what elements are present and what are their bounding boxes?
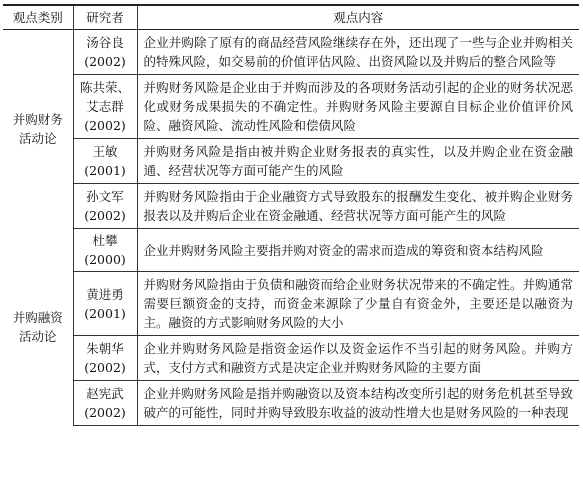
researcher-cell: [73, 272, 137, 336]
view-content-cell: 并购财务风险是企业由于并购而涉及的各项财务活动引起的企业的财务状况恶化或财务成果损失的不确定性。并购财务风险主要源自目标企业价值评价风险、融资风险、流动性风险和偿债风险: [137, 75, 579, 139]
view-content-cell: 并购财务风险指由于负债和融资而给企业财务状况带来的不确定性。并购通常需要巨额资金的支持，而资金来源除了少量自有资金外，主要还是以融资为主。融资的方式影响财务风险的大小: [137, 272, 579, 336]
viewpoint-table: [3, 4, 579, 426]
table-header-row: [3, 5, 579, 30]
researcher-name: 王敏: [92, 144, 118, 159]
researcher-name: 艾志群: [86, 99, 124, 114]
category-label-line: 活动论: [18, 131, 57, 147]
researcher-year: (2002): [84, 405, 126, 420]
researcher-name: 汤谷良: [86, 35, 124, 50]
view-content-cell: 企业并购财务风险是指并购融资以及资本结构改变所引起的财务危机甚至导致破产的可能性，同时并购导致股东收益的波动性增大也是财务风险的一种表现: [137, 381, 579, 426]
table-row: [3, 75, 579, 139]
researcher-year: (2002): [84, 54, 126, 69]
header-researcher: 研究者: [73, 5, 137, 30]
researcher-cell: [73, 184, 137, 229]
researcher-cell: [73, 229, 137, 272]
table-row: [3, 139, 579, 184]
researcher-year: (2001): [84, 305, 126, 321]
researcher-year: (2000): [84, 252, 126, 267]
researcher-name: 黄进勇: [86, 286, 124, 302]
view-content-cell: 企业并购除了原有的商品经营风险继续存在外，还出现了一些与企业并购相关的特殊风险，如交易前的价值评估风险、出资风险以及并购后的整合风险等: [137, 30, 579, 75]
view-content-cell: 并购财务风险指由于企业融资方式导致股东的报酬发生变化、被并购企业财务报表以及并购后企业在资金融通、经营状况等方面可能产生的风险: [137, 184, 579, 229]
researcher-year: (2002): [84, 208, 126, 223]
researcher-name: 朱朝华: [86, 341, 124, 356]
table-row: [3, 381, 579, 426]
researcher-name: 杜攀: [92, 233, 118, 248]
category-label-line: 活动论: [18, 329, 57, 344]
table-row: [3, 229, 579, 272]
researcher-year: (2002): [84, 118, 126, 133]
category-cell: [3, 30, 73, 229]
document-page: [0, 4, 583, 482]
view-content-cell: 并购财务风险是指由被并购企业财务报表的真实性，以及并购企业在资金融通、经营状况等方面可能产生的风险: [137, 139, 579, 184]
researcher-name: 赵宪武: [86, 386, 124, 401]
researcher-name: 陈共荣、: [79, 80, 130, 95]
researcher-cell: [73, 336, 137, 381]
header-category: 观点类别: [3, 5, 73, 30]
researcher-cell: [73, 139, 137, 184]
table-row: [3, 184, 579, 229]
researcher-year: (2001): [84, 163, 126, 178]
researcher-cell: [73, 381, 137, 426]
view-content-cell: 企业并购财务风险是指资金运作以及资金运作不当引起的财务风险。并购方式，支付方式和融资方式是决定企业并购财务风险的主要方面: [137, 336, 579, 381]
view-content-cell: 企业并购财务风险主要指并购对资金的需求而造成的筹资和资本结构风险: [137, 229, 579, 272]
category-label-line: 并购融资: [12, 310, 63, 325]
researcher-year: (2002): [84, 360, 126, 375]
header-view: 观点内容: [137, 5, 579, 30]
researcher-cell: [73, 30, 137, 75]
table-row: [3, 30, 579, 75]
table-row: [3, 272, 579, 336]
table-row: [3, 336, 579, 381]
category-label-line: 并购财务: [12, 112, 63, 128]
researcher-cell: [73, 75, 137, 139]
category-cell: [3, 229, 73, 426]
table-body: [3, 30, 579, 426]
researcher-name: 孙文军: [86, 189, 124, 204]
